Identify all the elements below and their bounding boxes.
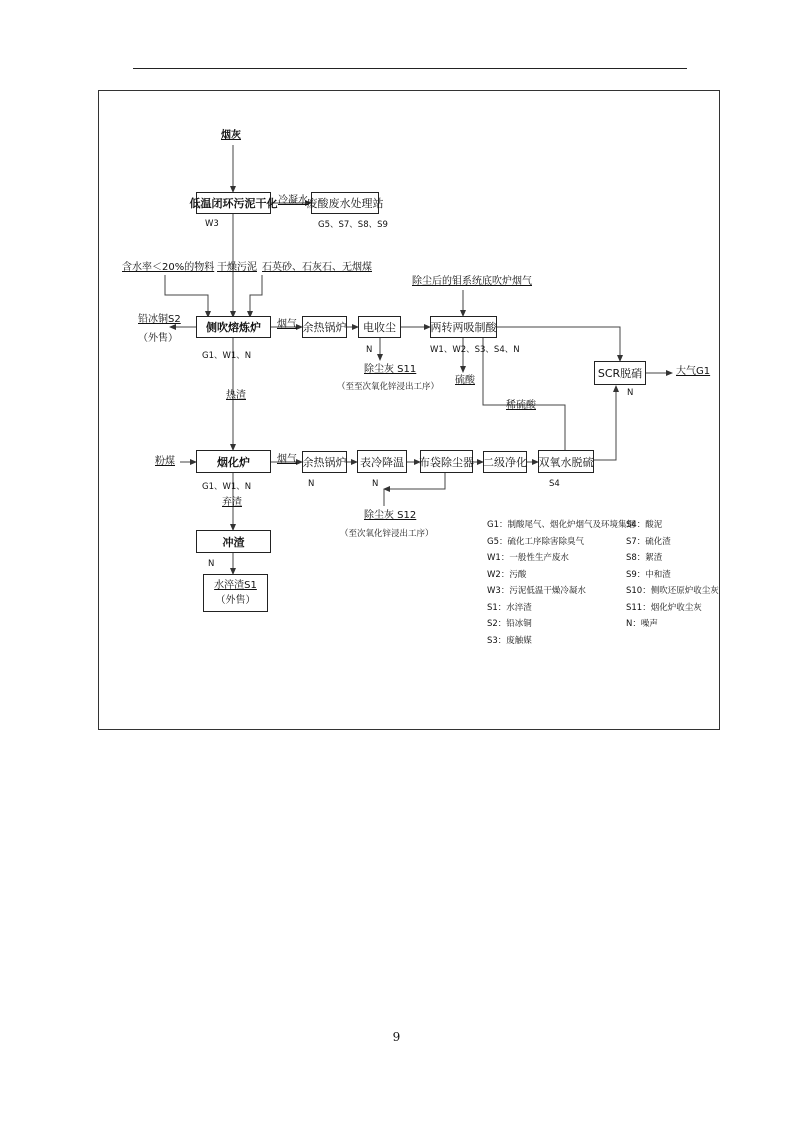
acid-emissions-label: W1、W2、S3、S4、N bbox=[430, 345, 520, 355]
legend-item: S10：侧吹还原炉收尘灰 bbox=[626, 586, 719, 596]
condensate-label: 冷凝水 bbox=[278, 195, 308, 206]
dry-sludge-label: 干燥污泥 bbox=[217, 262, 257, 273]
surface-cooler-box: 表冷降温 bbox=[357, 450, 407, 473]
secondary-purify-box: 二级净化 bbox=[483, 451, 527, 473]
legend-item: S3：废触媒 bbox=[487, 635, 532, 646]
scr-noise-label: N bbox=[627, 388, 634, 398]
w3-label: W3 bbox=[205, 219, 219, 229]
legend-item: N：噪声 bbox=[626, 619, 658, 629]
flue-label-2: 烟气 bbox=[277, 454, 297, 465]
legend-item: S11：烟化炉收尘灰 bbox=[626, 602, 702, 613]
legend-item: S2：铅冰铜 bbox=[487, 619, 532, 629]
wastewater-station-box: 废酸废水处理站 bbox=[311, 192, 379, 214]
dust-s11-note: （至至次氧化锌浸出工序） bbox=[337, 382, 440, 392]
legend-item: W1：一般性生产废水 bbox=[487, 553, 569, 563]
dust-s11-label: 除尘灰 S11 bbox=[364, 364, 417, 375]
legend-item: S1：水淬渣 bbox=[487, 602, 532, 613]
h2o2-desulf-box: 双氧水脱硫 bbox=[538, 450, 594, 473]
discard-slag-label: 弃渣 bbox=[222, 497, 242, 508]
legend-item: G1：制酸尾气、烟化炉烟气及环境集烟 bbox=[487, 520, 635, 530]
quench-noise-label: N bbox=[208, 559, 215, 569]
legend-item: W3：污泥低温干燥冷凝水 bbox=[487, 586, 586, 596]
fuming-furnace-box: 烟化炉 bbox=[196, 450, 271, 473]
fuming-emissions-label: G1、W1、N bbox=[202, 482, 252, 492]
legend-right bbox=[626, 517, 719, 633]
waste-heat-boiler-2-box: 余热锅炉 bbox=[302, 451, 347, 473]
lead-matte-label: 铅冰铜S2 bbox=[138, 314, 181, 325]
acid-plant-box: 两转两吸制酸 bbox=[430, 316, 497, 338]
legend-item: W2：污酸 bbox=[487, 569, 527, 580]
boiler2-noise-label: N bbox=[308, 479, 315, 489]
station-output-label: G5、S7、S8、S9 bbox=[318, 220, 388, 230]
s4-label: S4 bbox=[549, 479, 560, 489]
outsale-label-2: （外售） bbox=[215, 595, 256, 606]
atmosphere-label: 大气G1 bbox=[676, 366, 711, 377]
esp-box: 电收尘 bbox=[358, 316, 401, 338]
sulfuric-acid-label: 硫酸 bbox=[455, 375, 475, 386]
legend-item: S9：中和渣 bbox=[626, 569, 671, 580]
bag-filter-box: 布袋除尘器 bbox=[420, 450, 473, 473]
legend-item: S8：絮渣 bbox=[626, 553, 663, 563]
hot-slag-label: 热渣 bbox=[226, 390, 246, 401]
water-slag-box bbox=[203, 574, 268, 612]
dust-s12-label: 除尘灰 S12 bbox=[364, 510, 417, 521]
esp-noise-label: N bbox=[366, 345, 373, 355]
cooler-noise-label: N bbox=[372, 479, 379, 489]
dust-s12-note: （至次氧化锌浸出工序） bbox=[340, 529, 434, 539]
smelter-box: 侧吹熔炼炉 bbox=[196, 316, 271, 338]
legend-item: S4：酸泥 bbox=[626, 520, 663, 530]
smelter-emissions-label: G1、W1、N bbox=[202, 351, 252, 361]
pulverized-coal-label: 粉煤 bbox=[155, 456, 175, 467]
scr-box: SCR脱硝 bbox=[594, 361, 646, 385]
outsale-label-1: （外售） bbox=[138, 333, 178, 344]
legend-item: S7：硫化渣 bbox=[626, 536, 671, 547]
yanhui-label: 烟灰 bbox=[221, 130, 241, 141]
sludge-dryer-box: 低温闭环污泥干化 bbox=[196, 192, 271, 214]
flue-label-1: 烟气 bbox=[277, 319, 297, 330]
dedusted-flue-label: 除尘后的钼系统底吹炉烟气 bbox=[412, 276, 532, 287]
legend-item: G5：硫化工序除害除臭气 bbox=[487, 536, 584, 547]
quench-box: 冲渣 bbox=[196, 530, 271, 553]
legend-left bbox=[487, 517, 635, 649]
moist-material-label: 含水率＜20%的物料 bbox=[122, 262, 215, 273]
water-slag-label: 水淬渣S1 bbox=[214, 580, 257, 591]
dilute-acid-label: 稀硫酸 bbox=[506, 400, 536, 411]
page-number: 9 bbox=[392, 1030, 401, 1044]
waste-heat-boiler-1-box: 余热锅炉 bbox=[302, 316, 347, 338]
fluxes-label: 石英砂、石灰石、无烟煤 bbox=[262, 262, 372, 273]
